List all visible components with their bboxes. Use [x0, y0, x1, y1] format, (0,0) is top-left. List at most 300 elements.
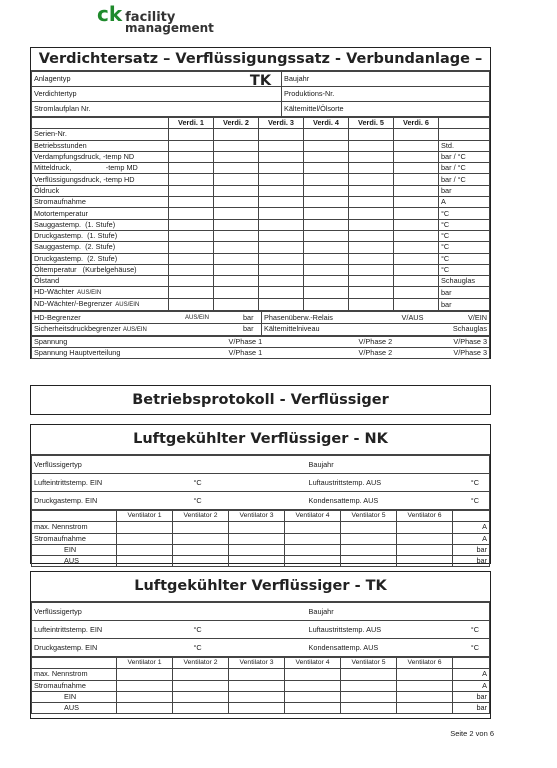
value-cell[interactable]	[259, 208, 304, 219]
compressor-row-label	[32, 197, 169, 208]
tk-aus-unit: °C	[447, 621, 490, 639]
value-cell[interactable]	[349, 230, 394, 241]
unit-cell: Schauglas	[439, 276, 490, 287]
fan-value-cell[interactable]	[173, 522, 229, 533]
info-produktions-nr: Produktions-Nr.	[282, 87, 490, 102]
fan-unit-cell: bar	[453, 544, 490, 555]
tk-fan-header-row	[32, 658, 490, 669]
header-verdi-4: Verdi. 4	[304, 118, 349, 129]
spannung-phase-1: V/Phase 1	[227, 336, 357, 347]
unit-cell: bar / °C	[439, 151, 490, 162]
value-cell[interactable]	[259, 174, 304, 185]
value-cell[interactable]	[349, 197, 394, 208]
fan-row-label: EIN	[32, 691, 117, 702]
fan-header-5: Ventilator 5	[341, 658, 397, 669]
fan-value-cell[interactable]	[341, 522, 397, 533]
fan-value-cell[interactable]	[285, 691, 341, 702]
compressor-row-label	[32, 242, 169, 253]
fan-value-cell[interactable]	[229, 533, 285, 544]
unit-cell: bar / °C	[439, 174, 490, 185]
tk-section	[30, 571, 491, 719]
fan-value-cell[interactable]	[117, 533, 173, 544]
fan-value-cell[interactable]	[341, 533, 397, 544]
fan-value-cell[interactable]	[285, 556, 341, 567]
fan-header-5: Ventilator 5	[341, 511, 397, 522]
value-cell[interactable]	[349, 276, 394, 287]
value-cell[interactable]	[214, 140, 259, 151]
logo-ck: ck	[97, 2, 123, 26]
row-label-text: Mitteldruck, -temp MD	[34, 163, 138, 173]
value-cell[interactable]	[349, 208, 394, 219]
value-cell[interactable]	[349, 140, 394, 151]
value-cell[interactable]	[349, 151, 394, 162]
value-cell[interactable]	[304, 129, 349, 140]
unit-cell: bar	[439, 299, 490, 311]
value-cell[interactable]	[349, 242, 394, 253]
value-cell[interactable]	[304, 163, 349, 174]
fan-header-6: Ventilator 6	[397, 658, 453, 669]
nk-fan-row	[32, 533, 490, 544]
row-label-text: Druckgastemp. (2. Stufe)	[34, 253, 118, 263]
phasen-label: Phasenüberw.-Relais	[262, 312, 388, 323]
tk-baujahr: Baujahr	[307, 603, 490, 621]
value-cell[interactable]	[169, 276, 214, 287]
sicherheit-unit: bar	[243, 323, 254, 333]
fan-value-cell[interactable]	[117, 522, 173, 533]
row-label-text: Verflüssigungsdruck, -temp HD	[34, 174, 135, 184]
tk-aus-temp: Luftaustrittstemp. AUS	[307, 621, 447, 639]
tk-ein-unit: °C	[192, 621, 307, 639]
row-sub-text: AUS/EIN	[115, 302, 140, 309]
fan-value-cell[interactable]	[285, 533, 341, 544]
fan-value-cell[interactable]	[117, 669, 173, 680]
value-cell[interactable]	[259, 299, 304, 311]
value-cell[interactable]	[394, 287, 439, 299]
value-cell[interactable]	[394, 230, 439, 241]
value-cell[interactable]	[304, 140, 349, 151]
unit-cell: °C	[439, 230, 490, 241]
nk-body	[31, 455, 490, 567]
value-cell[interactable]	[214, 163, 259, 174]
value-cell[interactable]	[304, 230, 349, 241]
value-cell[interactable]	[394, 299, 439, 311]
value-cell[interactable]	[304, 299, 349, 311]
value-cell[interactable]	[349, 163, 394, 174]
value-cell[interactable]	[394, 185, 439, 196]
compressor-row-label	[32, 219, 169, 230]
value-cell[interactable]	[169, 253, 214, 264]
fan-value-cell[interactable]	[397, 544, 453, 555]
row-label-text: Sauggastemp. (2. Stufe)	[34, 242, 116, 252]
fan-unit-cell: A	[453, 680, 490, 691]
unit-cell: bar	[439, 287, 490, 299]
row-sicherheit	[32, 323, 490, 335]
fan-value-cell[interactable]	[341, 544, 397, 555]
info-verdichtertyp: Verdichtertyp	[32, 87, 282, 102]
compressor-row	[32, 276, 490, 287]
fan-value-cell[interactable]	[285, 669, 341, 680]
value-cell[interactable]	[394, 253, 439, 264]
info-anlagentyp: Anlagentyp	[32, 72, 282, 87]
hd-begrenzer-sub: AUS/EIN	[184, 314, 209, 321]
fan-value-cell[interactable]	[397, 669, 453, 680]
compressor-row-label	[32, 185, 169, 196]
logo-facility: facility	[125, 10, 176, 25]
row-label-text: Motortemperatur	[34, 208, 88, 218]
nk-fan-row	[32, 556, 490, 567]
value-cell[interactable]	[259, 276, 304, 287]
nk-fan-header-row	[32, 511, 490, 522]
value-cell[interactable]	[259, 253, 304, 264]
value-cell[interactable]	[394, 276, 439, 287]
value-cell[interactable]	[169, 219, 214, 230]
value-cell[interactable]	[259, 151, 304, 162]
fan-value-cell[interactable]	[229, 691, 285, 702]
value-cell[interactable]	[169, 242, 214, 253]
unit-cell	[439, 129, 490, 140]
fan-value-cell[interactable]	[229, 522, 285, 533]
nk-section	[30, 424, 491, 564]
compressor-row-label	[32, 163, 169, 174]
compressor-row-label	[32, 276, 169, 287]
value-cell[interactable]	[169, 208, 214, 219]
value-cell[interactable]	[214, 151, 259, 162]
fan-row-label: AUS	[32, 556, 117, 567]
compressor-row	[32, 197, 490, 208]
compressor-row-label	[32, 140, 169, 151]
fan-unit-cell: bar	[453, 691, 490, 702]
value-cell[interactable]	[394, 197, 439, 208]
tk-title: Luftgekühlter Verflüssiger - TK	[31, 572, 490, 602]
value-cell[interactable]	[349, 287, 394, 299]
fan-header-unit	[453, 658, 490, 669]
header-verdi-6: Verdi. 6	[394, 118, 439, 129]
value-cell[interactable]	[394, 151, 439, 162]
nk-fan-row	[32, 544, 490, 555]
fan-header-4: Ventilator 4	[285, 658, 341, 669]
tk-fan-row	[32, 669, 490, 680]
value-cell[interactable]	[259, 230, 304, 241]
nk-typ: Verflüssigertyp	[32, 456, 307, 474]
fan-header-2: Ventilator 2	[173, 511, 229, 522]
fan-value-cell[interactable]	[397, 522, 453, 533]
value-cell[interactable]	[169, 287, 214, 299]
compressor-table	[31, 117, 490, 311]
row-label-text: Ölstand	[34, 276, 60, 286]
fan-row-label: EIN	[32, 544, 117, 555]
compressor-row	[32, 140, 490, 151]
tk-fan-table	[31, 657, 490, 714]
nk-baujahr: Baujahr	[307, 456, 490, 474]
fan-value-cell[interactable]	[341, 680, 397, 691]
fan-row-label: max. Nennstrom	[32, 669, 117, 680]
info-stromlaufplan: Stromlaufplan Nr.	[32, 102, 282, 117]
fan-value-cell[interactable]	[397, 533, 453, 544]
row-label-text: Stromaufnahme	[34, 197, 86, 207]
fan-value-cell[interactable]	[285, 544, 341, 555]
compressor-section	[30, 47, 491, 359]
value-cell[interactable]	[259, 129, 304, 140]
row-label-text: Öldruck	[34, 185, 60, 195]
fan-row-label: AUS	[32, 703, 117, 714]
fan-value-cell[interactable]	[229, 669, 285, 680]
row-label-text: Serien-Nr.	[34, 129, 67, 139]
nk-fan-table	[31, 510, 490, 567]
compressor-row	[32, 151, 490, 162]
tk-body	[31, 602, 490, 714]
value-cell[interactable]	[349, 253, 394, 264]
value-cell[interactable]	[214, 129, 259, 140]
compressor-row	[32, 219, 490, 230]
row-hd-begrenzer	[32, 312, 490, 323]
nk-ein-unit: °C	[192, 474, 307, 492]
unit-cell: bar / °C	[439, 163, 490, 174]
value-cell[interactable]	[169, 264, 214, 275]
protocol-title: Betriebsprotokoll - Verflüssiger	[30, 385, 491, 415]
value-cell[interactable]	[304, 219, 349, 230]
value-cell[interactable]	[394, 264, 439, 275]
fan-header-empty	[32, 658, 117, 669]
fan-value-cell[interactable]	[229, 703, 285, 714]
compressor-title: Verdichtersatz – Verflüssigungssatz - Verbundanlage – TK	[31, 48, 490, 71]
value-cell[interactable]	[214, 276, 259, 287]
fan-header-6: Ventilator 6	[397, 511, 453, 522]
fan-value-cell[interactable]	[341, 703, 397, 714]
compressor-extra-table	[31, 311, 490, 335]
fan-value-cell[interactable]	[173, 680, 229, 691]
fan-value-cell[interactable]	[173, 533, 229, 544]
value-cell[interactable]	[304, 208, 349, 219]
row-label-text: Betriebsstunden	[34, 140, 87, 150]
compressor-row	[32, 163, 490, 174]
value-cell[interactable]	[169, 230, 214, 241]
fan-value-cell[interactable]	[173, 703, 229, 714]
header-verdi-5: Verdi. 5	[349, 118, 394, 129]
value-cell[interactable]	[214, 185, 259, 196]
value-cell[interactable]	[169, 185, 214, 196]
unit-cell: °C	[439, 264, 490, 275]
value-cell[interactable]	[259, 242, 304, 253]
fan-unit-cell: A	[453, 669, 490, 680]
value-cell[interactable]	[259, 185, 304, 196]
row-label-text: Druckgastemp. (1. Stufe)	[34, 231, 118, 241]
spannung-hv-phase-3: V/Phase 3	[447, 348, 490, 359]
header-verdi-3: Verdi. 3	[259, 118, 304, 129]
value-cell[interactable]	[349, 185, 394, 196]
nk-ein-temp: Lufteintrittstemp. EIN	[32, 474, 192, 492]
sicherheit-sub: AUS/EIN	[122, 326, 147, 333]
unit-cell: °C	[439, 208, 490, 219]
fan-unit-cell: A	[453, 533, 490, 544]
info-baujahr: Baujahr	[282, 72, 490, 87]
fan-value-cell[interactable]	[397, 556, 453, 567]
fan-value-cell[interactable]	[117, 556, 173, 567]
value-cell[interactable]	[349, 129, 394, 140]
fan-unit-cell: bar	[453, 703, 490, 714]
fan-header-unit	[453, 511, 490, 522]
value-cell[interactable]	[304, 174, 349, 185]
fan-value-cell[interactable]	[229, 680, 285, 691]
tk-kond: Kondensattemp. AUS	[307, 639, 447, 657]
value-cell[interactable]	[304, 242, 349, 253]
value-cell[interactable]	[304, 197, 349, 208]
fan-row-label: max. Nennstrom	[32, 522, 117, 533]
value-cell[interactable]	[259, 264, 304, 275]
row-label-text: Verdampfungsdruck, -temp ND	[34, 152, 135, 162]
compressor-row	[32, 129, 490, 140]
value-cell[interactable]	[214, 208, 259, 219]
row-label-text: HD-Wächter	[34, 287, 75, 297]
spannung-hv-phase-1: V/Phase 1	[227, 348, 357, 359]
compressor-row	[32, 253, 490, 264]
fan-value-cell[interactable]	[341, 691, 397, 702]
fan-value-cell[interactable]	[173, 691, 229, 702]
fan-value-cell[interactable]	[229, 556, 285, 567]
fan-value-cell[interactable]	[173, 669, 229, 680]
value-cell[interactable]	[169, 129, 214, 140]
tk-druckgas-unit: °C	[192, 639, 307, 657]
compressor-row-label	[32, 151, 169, 162]
value-cell[interactable]	[304, 185, 349, 196]
nk-title: Luftgekühlter Verflüssiger - NK	[31, 425, 490, 455]
value-cell[interactable]	[349, 264, 394, 275]
fan-value-cell[interactable]	[285, 522, 341, 533]
value-cell[interactable]	[394, 208, 439, 219]
fan-value-cell[interactable]	[229, 544, 285, 555]
compressor-row	[32, 287, 490, 299]
fan-value-cell[interactable]	[117, 691, 173, 702]
fan-value-cell[interactable]	[173, 544, 229, 555]
compressor-header-row	[32, 118, 490, 129]
page-number: Seite 2 von 6	[450, 729, 494, 738]
value-cell[interactable]	[259, 140, 304, 151]
row-label-text: Sauggastemp. (1. Stufe)	[34, 219, 116, 229]
value-cell[interactable]	[214, 230, 259, 241]
info-kaeltemittel: Kältemittel/Ölsorte	[282, 102, 490, 117]
value-cell[interactable]	[259, 197, 304, 208]
fan-value-cell[interactable]	[117, 680, 173, 691]
fan-value-cell[interactable]	[285, 703, 341, 714]
header-empty	[32, 118, 169, 129]
fan-row-label: Stromaufnahme	[32, 533, 117, 544]
fan-row-label: Stromaufnahme	[32, 680, 117, 691]
fan-header-3: Ventilator 3	[229, 511, 285, 522]
compressor-row-label	[32, 230, 169, 241]
value-cell[interactable]	[169, 174, 214, 185]
fan-header-4: Ventilator 4	[285, 511, 341, 522]
value-cell[interactable]	[304, 151, 349, 162]
value-cell[interactable]	[394, 242, 439, 253]
fan-value-cell[interactable]	[341, 669, 397, 680]
hd-begrenzer-label: HD-Begrenzer	[34, 312, 81, 322]
fan-value-cell[interactable]	[285, 680, 341, 691]
value-cell[interactable]	[394, 174, 439, 185]
spannung-hv-phase-2: V/Phase 2	[357, 348, 447, 359]
compressor-row-label	[32, 299, 169, 311]
fan-value-cell[interactable]	[341, 556, 397, 567]
tk-ein-temp: Lufteintrittstemp. EIN	[32, 621, 192, 639]
compressor-row	[32, 242, 490, 253]
fan-value-cell[interactable]	[117, 544, 173, 555]
value-cell[interactable]	[304, 253, 349, 264]
fan-value-cell[interactable]	[117, 703, 173, 714]
nk-kond: Kondensattemp. AUS	[307, 492, 447, 510]
value-cell[interactable]	[214, 299, 259, 311]
value-cell[interactable]	[169, 151, 214, 162]
value-cell[interactable]	[349, 174, 394, 185]
hd-begrenzer-unit: bar	[243, 312, 254, 322]
spannung-phase-2: V/Phase 2	[357, 336, 447, 347]
fan-header-empty	[32, 511, 117, 522]
compressor-row-label	[32, 264, 169, 275]
fan-value-cell[interactable]	[397, 703, 453, 714]
spannung-phase-3: V/Phase 3	[447, 336, 490, 347]
header-verdi-2: Verdi. 2	[214, 118, 259, 129]
compressor-row	[32, 299, 490, 311]
tk-typ: Verflüssigertyp	[32, 603, 307, 621]
value-cell[interactable]	[394, 219, 439, 230]
value-cell[interactable]	[349, 299, 394, 311]
tk-fan-row	[32, 680, 490, 691]
value-cell[interactable]	[214, 174, 259, 185]
value-cell[interactable]	[304, 264, 349, 275]
phasen-value: V/AUS	[388, 312, 438, 323]
unit-cell: A	[439, 197, 490, 208]
fan-value-cell[interactable]	[397, 691, 453, 702]
compressor-row-label	[32, 174, 169, 185]
compressor-row	[32, 185, 490, 196]
logo-management: management	[125, 21, 214, 35]
value-cell[interactable]	[214, 219, 259, 230]
kaelte-label: Kältemittelniveau	[262, 323, 438, 335]
value-cell[interactable]	[394, 163, 439, 174]
value-cell[interactable]	[169, 163, 214, 174]
header-unit	[439, 118, 490, 129]
value-cell[interactable]	[394, 140, 439, 151]
compressor-row	[32, 264, 490, 275]
value-cell[interactable]	[169, 197, 214, 208]
fan-value-cell[interactable]	[397, 680, 453, 691]
value-cell[interactable]	[214, 264, 259, 275]
value-cell[interactable]	[214, 287, 259, 299]
unit-cell: Std.	[439, 140, 490, 151]
value-cell[interactable]	[214, 242, 259, 253]
row-label-text: ND-Wächter/-Begrenzer	[34, 299, 113, 309]
spannung-hv-label: Spannung Hauptverteilung	[32, 348, 227, 359]
value-cell[interactable]	[214, 197, 259, 208]
value-cell[interactable]	[259, 163, 304, 174]
row-spannung	[32, 336, 490, 347]
fan-header-3: Ventilator 3	[229, 658, 285, 669]
value-cell[interactable]	[169, 299, 214, 311]
unit-cell: °C	[439, 242, 490, 253]
value-cell[interactable]	[349, 219, 394, 230]
sicherheit-label: Sicherheitsdruckbegrenzer	[34, 323, 121, 333]
nk-druckgas-unit: °C	[192, 492, 307, 510]
row-sub-text: AUS/EIN	[77, 290, 102, 297]
value-cell[interactable]	[394, 129, 439, 140]
fan-value-cell[interactable]	[173, 556, 229, 567]
value-cell[interactable]	[214, 253, 259, 264]
value-cell[interactable]	[304, 287, 349, 299]
value-cell[interactable]	[304, 276, 349, 287]
tk-info-table	[31, 602, 490, 657]
unit-cell: °C	[439, 253, 490, 264]
value-cell[interactable]	[169, 140, 214, 151]
value-cell[interactable]	[259, 219, 304, 230]
row-label-text: Öltemperatur (Kurbelgehäuse)	[34, 265, 137, 274]
value-cell[interactable]	[259, 287, 304, 299]
